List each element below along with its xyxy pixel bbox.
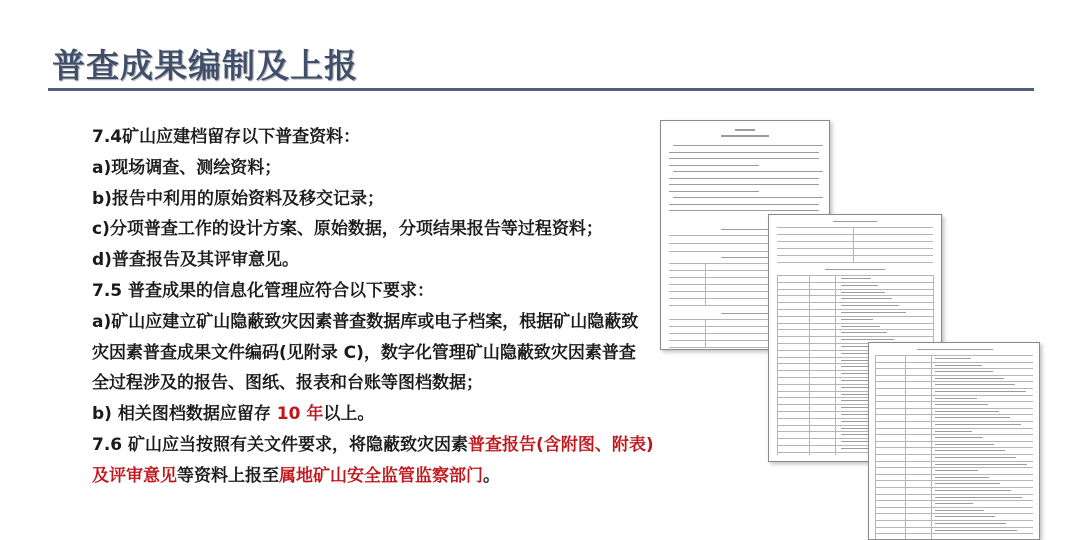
highlight-text: 属地矿山安全监管监察部门 (279, 465, 483, 486)
table-line (835, 275, 836, 455)
table-line (777, 282, 933, 283)
table-line (777, 227, 933, 228)
table-line (931, 355, 932, 539)
text-line: 全过程涉及的报告、图纸、报表和台账等图档数据； (92, 373, 483, 394)
highlight-text: 10 年 (276, 404, 324, 425)
table-line (875, 355, 876, 539)
table-line (905, 355, 906, 539)
text-mark (935, 457, 1016, 458)
text-mark (669, 158, 819, 159)
table-line (875, 441, 1033, 442)
text-mark (935, 497, 1022, 498)
text-mark (721, 229, 769, 230)
text-run: 7.6 矿山应当按照有关文件要求，将隐蔽致灾因素 (92, 434, 469, 455)
table-line (777, 336, 933, 337)
text-mark (721, 257, 769, 258)
table-line (875, 507, 1033, 508)
table-line (875, 487, 1033, 488)
table-line (809, 275, 810, 455)
table-line (875, 520, 1033, 521)
text-mark (841, 326, 880, 327)
text-mark (935, 391, 1026, 392)
text-mark (825, 269, 885, 270)
text-mark (841, 319, 873, 320)
body-text (92, 122, 652, 492)
text-mark (833, 221, 877, 222)
text-run: 等资料上报至 (177, 465, 279, 486)
text-mark (935, 490, 1011, 491)
text-mark (935, 483, 1000, 484)
text-mark (935, 398, 977, 399)
table-line (875, 434, 1033, 435)
text-mark (935, 523, 1006, 524)
text-mark (841, 339, 894, 340)
table-line (875, 421, 1033, 422)
table-line (875, 388, 1033, 389)
table-line (705, 319, 706, 347)
document-thumbnail-3 (868, 342, 1040, 540)
table-line (875, 428, 1033, 429)
table-line (777, 302, 933, 303)
text-line: d)普查报告及其评审意见。 (92, 250, 299, 271)
table-line (875, 527, 1033, 528)
text-mark (841, 332, 887, 333)
text-mark (935, 371, 993, 372)
table-line (875, 474, 1033, 475)
text-mark (935, 450, 1005, 451)
text-run: 。 (483, 465, 500, 486)
text-mark (841, 292, 885, 293)
table-line (777, 262, 933, 263)
table-line (875, 355, 1033, 356)
text-mark (841, 312, 906, 313)
table-line (875, 408, 1033, 409)
text-mark (669, 165, 759, 166)
text-mark (673, 145, 823, 146)
table-line (875, 500, 1033, 501)
text-mark (935, 437, 983, 438)
text-mark (721, 313, 769, 314)
text-mark (721, 135, 769, 137)
table-line (875, 461, 1033, 462)
table-line (777, 323, 933, 324)
text-mark (841, 285, 878, 286)
title-divider (48, 88, 1034, 91)
text-mark (917, 349, 993, 350)
text-line (92, 430, 652, 461)
text-mark (935, 411, 999, 412)
table-line (777, 316, 933, 317)
text-line: 灾因素普查成果文件编码(见附录 C)，数字化管理矿山隐蔽致灾因素普查 (92, 342, 636, 363)
text-line: a)矿山应建立矿山隐蔽致灾因素普查数据库或电子档案，根据矿山隐蔽致 (92, 311, 639, 332)
text-run: 以上。 (323, 404, 375, 425)
table-line (875, 414, 1033, 415)
text-mark (669, 152, 819, 153)
text-mark (841, 305, 899, 306)
text-mark (935, 384, 1015, 385)
table-line (875, 401, 1033, 402)
text-mark (935, 424, 1021, 425)
text-mark (673, 197, 823, 198)
text-mark (935, 530, 1017, 531)
text-mark (935, 464, 1027, 465)
text-mark (935, 503, 973, 504)
table-line (875, 368, 1033, 369)
table-line (777, 241, 933, 242)
table-line (777, 289, 933, 290)
table-line (875, 454, 1033, 455)
table-line (875, 533, 1033, 534)
text-mark (841, 278, 871, 279)
table-line (875, 395, 1033, 396)
text-mark (669, 184, 819, 185)
text-line: 7.5 普查成果的信息化管理应符合以下要求： (92, 280, 435, 301)
text-mark (935, 365, 982, 366)
table-line (777, 255, 933, 256)
table-line (853, 227, 854, 262)
table-line (777, 275, 778, 455)
text-mark (935, 510, 984, 511)
text-run: b) 相关图档数据应留存 (92, 404, 277, 425)
highlight-text: 及评审意见 (92, 465, 177, 486)
text-mark (935, 417, 1010, 418)
text-mark (669, 178, 819, 179)
table-line (777, 295, 933, 296)
table-line (705, 263, 706, 305)
text-line: 7.4矿山应建档留存以下普查资料： (92, 127, 361, 147)
table-line (875, 362, 1033, 363)
text-line: b)报告中利用的原始资料及移交记录； (92, 188, 384, 209)
text-mark (935, 358, 971, 359)
table-line (875, 381, 1033, 382)
table-line (777, 248, 933, 249)
table-line (875, 480, 1033, 481)
text-mark (669, 204, 819, 205)
table-line (875, 447, 1033, 448)
text-line: c)分项普查工作的设计方案、原始数据，分项结果报告等过程资料； (92, 219, 603, 240)
text-mark (673, 171, 823, 172)
text-mark (935, 470, 978, 471)
text-mark (935, 444, 994, 445)
text-mark (935, 477, 989, 478)
table-line (875, 467, 1033, 468)
page-title: 普查成果编制及上报 (52, 46, 358, 85)
text-mark (669, 191, 759, 192)
table-line (777, 275, 933, 276)
text-mark (669, 210, 819, 211)
table-line (875, 494, 1033, 495)
highlight-text: 普查报告(含附图、附表) (468, 434, 654, 455)
table-line (777, 309, 933, 310)
table-line (777, 329, 933, 330)
table-line (875, 375, 1033, 376)
text-line (92, 399, 652, 430)
text-mark (841, 298, 892, 299)
text-mark (735, 129, 755, 131)
text-line (92, 461, 652, 492)
text-mark (935, 404, 988, 405)
text-mark (935, 516, 995, 517)
table-line (875, 513, 1033, 514)
text-mark (935, 378, 1004, 379)
text-mark (935, 431, 972, 432)
table-line (777, 234, 933, 235)
text-line: a)现场调查、测绘资料； (92, 157, 282, 178)
